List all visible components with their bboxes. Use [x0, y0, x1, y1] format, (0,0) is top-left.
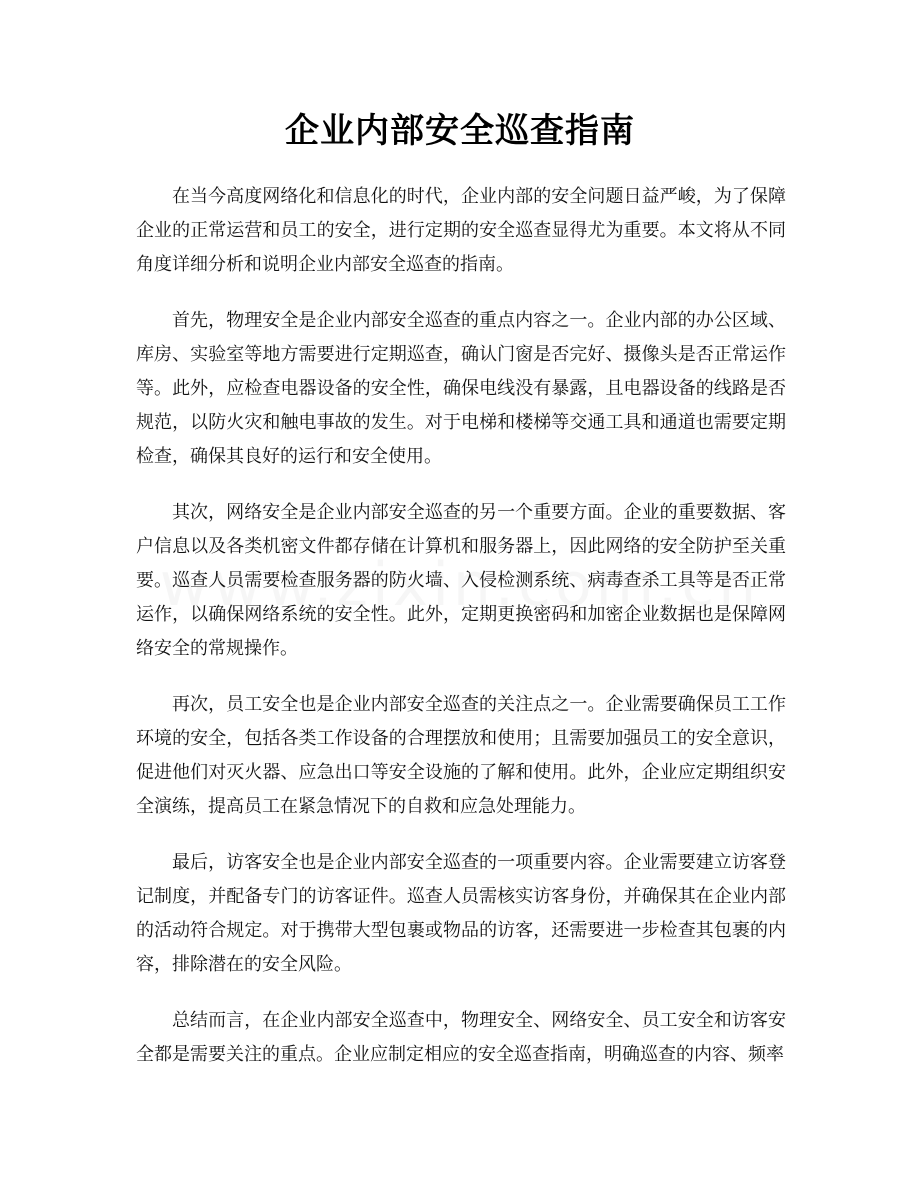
paragraph-visitor-security: 最后，访客安全也是企业内部安全巡查的一项重要内容。企业需要建立访客登记制度，并配备专门的访客证件。巡查人员需核实访客身份，并确保其在企业内部的活动符合规定。对于携带大型包裹或物品的访客，还需要进一步检查其包裹的内容，排除潜在的安全风险。: [136, 852, 786, 975]
paragraph-employee-safety: 再次，员工安全也是企业内部安全巡查的关注点之一。企业需要确保员工工作环境的安全，包括各类工作设备的合理摆放和使用；且需要加强员工的安全意识，促进他们对灭火器、应急出口等安全设施的了解和使用。此外，企业应定期组织安全演练，提高员工在紧急情况下的自救和应急处理能力。: [136, 694, 786, 817]
paragraph-network-security: 其次，网络安全是企业内部安全巡查的另一个重要方面。企业的重要数据、客户信息以及各类机密文件都存储在计算机和服务器上，因此网络的安全防护至关重要。巡查人员需要检查服务器的防火墙、入侵检测系统、病毒查杀工具等是否正常运作，以确保网络系统的安全性。此外，定期更换密码和加密企业数据也是保障网络安全的常规操作。: [136, 502, 786, 659]
paragraph-summary: 总结而言，在企业内部安全巡查中，物理安全、网络安全、员工安全和访客安全都是需要关注的重点。企业应制定相应的安全巡查指南，明确巡查的内容、频率: [136, 1010, 786, 1065]
document-title: 企业内部安全巡查指南: [285, 111, 635, 151]
paragraph-physical-security: 首先，物理安全是企业内部安全巡查的重点内容之一。企业内部的办公区域、库房、实验室等地方需要进行定期巡查，确认门窗是否完好、摄像头是否正常运作等。此外，应检查电器设备的安全性，确保电线没有暴露，且电器设备的线路是否规范，以防火灾和触电事故的发生。对于电梯和楼梯等交通工具和通道也需要定期检查，确保其良好的运行和安全使用。: [136, 310, 786, 467]
document-body: [136, 180, 786, 1094]
paragraph-intro: 在当今高度网络化和信息化的时代，企业内部的安全问题日益严峻，为了保障企业的正常运营和员工的安全，进行定期的安全巡查显得尤为重要。本文将从不同角度详细分析和说明企业内部安全巡查的指南。: [136, 186, 786, 275]
